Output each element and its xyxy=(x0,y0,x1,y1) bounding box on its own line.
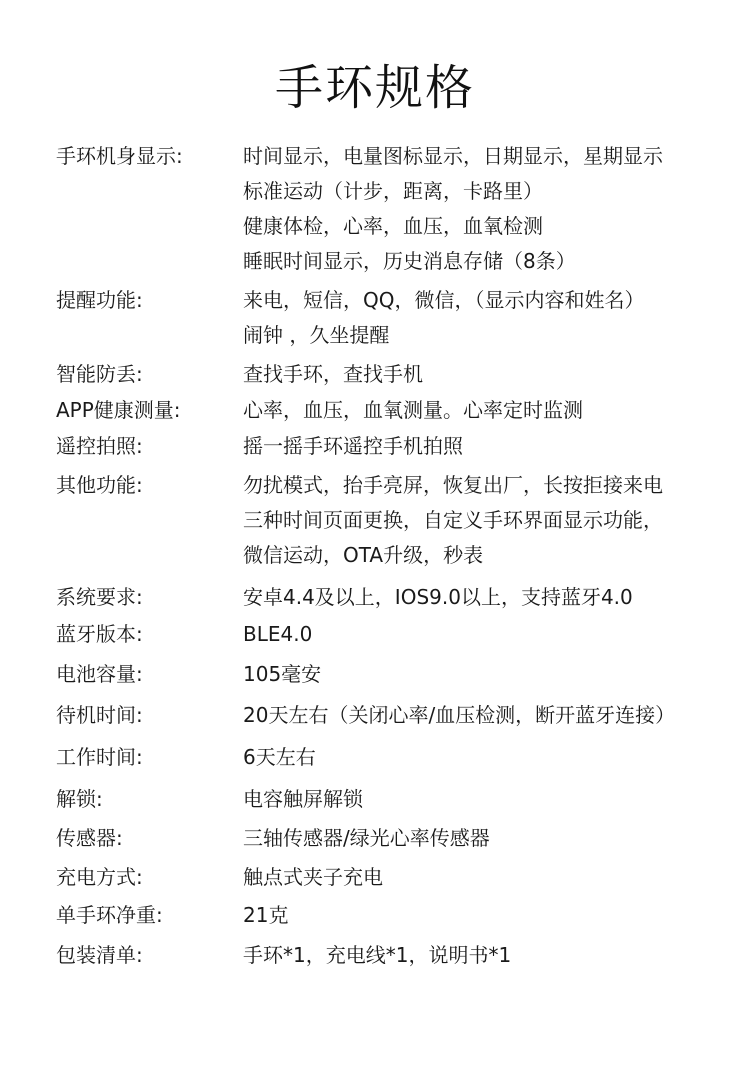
spec-value: 手环*1，充电线*1，说明书*1 xyxy=(243,943,512,967)
spec-value: 摇一摇手环遥控手机拍照 xyxy=(243,434,463,458)
spec-value: 安卓4.4及以上，IOS9.0以上，支持蓝牙4.0 xyxy=(243,585,633,609)
page-title: 手环规格 xyxy=(274,60,475,116)
spec-value: BLE4.0 xyxy=(243,622,313,646)
spec-label: 待机时间: xyxy=(56,703,143,727)
spec-value: 查找手环，查找手机 xyxy=(243,362,423,386)
spec-value: 来电，短信，QQ，微信，（显示内容和姓名） xyxy=(243,288,645,312)
spec-label: 电池容量: xyxy=(56,662,143,686)
spec-values xyxy=(243,468,723,573)
spec-values xyxy=(243,821,723,856)
spec-values xyxy=(243,429,723,464)
spec-values xyxy=(243,898,723,933)
spec-values xyxy=(243,580,723,615)
spec-values xyxy=(243,782,723,817)
spec-value: 闹钟 ，久坐提醒 xyxy=(243,323,390,347)
spec-values xyxy=(243,283,723,353)
spec-value: 触点式夹子充电 xyxy=(243,865,383,889)
spec-value: 睡眠时间显示，历史消息存储（8条） xyxy=(243,249,576,273)
spec-label: 蓝牙版本: xyxy=(56,622,143,646)
spec-value: 三种时间页面更换，自定义手环界面显示功能， xyxy=(243,508,663,532)
spec-label: 其他功能: xyxy=(56,473,143,497)
spec-label: 包装清单: xyxy=(56,943,143,967)
spec-label: 手环机身显示: xyxy=(56,144,183,168)
spec-label: 智能防丢: xyxy=(56,362,143,386)
spec-values xyxy=(243,860,723,895)
spec-values xyxy=(243,740,723,775)
spec-values xyxy=(243,698,723,733)
spec-value: 勿扰模式，抬手亮屏，恢复出厂，长按拒接来电 xyxy=(243,473,663,497)
spec-label: 解锁: xyxy=(56,787,103,811)
spec-values xyxy=(243,938,723,973)
spec-values xyxy=(243,357,723,392)
spec-value: 105毫安 xyxy=(243,662,322,686)
spec-value: 微信运动，OTA升级，秒表 xyxy=(243,543,484,567)
spec-value: 电容触屏解锁 xyxy=(243,787,363,811)
spec-label: 提醒功能: xyxy=(56,288,143,312)
spec-value: 健康体检，心率，血压，血氧检测 xyxy=(243,214,543,238)
spec-label: 充电方式: xyxy=(56,865,143,889)
spec-values xyxy=(243,139,723,279)
spec-label: 系统要求: xyxy=(56,585,143,609)
spec-label: 遥控拍照: xyxy=(56,434,143,458)
spec-value: 21克 xyxy=(243,903,289,927)
spec-value: 6天左右 xyxy=(243,745,316,769)
spec-values xyxy=(243,393,723,428)
spec-label: 传感器: xyxy=(56,826,123,850)
spec-value: 三轴传感器/绿光心率传感器 xyxy=(243,826,490,850)
spec-label: 单手环净重: xyxy=(56,903,163,927)
spec-label: 工作时间: xyxy=(56,745,143,769)
spec-value: 心率，血压，血氧测量。心率定时监测 xyxy=(243,398,583,422)
spec-values xyxy=(243,657,723,692)
spec-value: 20天左右（关闭心率/血压检测，断开蓝牙连接） xyxy=(243,703,676,727)
spec-label: APP健康测量: xyxy=(56,398,181,422)
spec-values xyxy=(243,617,723,652)
spec-value: 时间显示，电量图标显示，日期显示，星期显示 xyxy=(243,144,663,168)
spec-value: 标准运动（计步，距离，卡路里） xyxy=(243,179,543,203)
